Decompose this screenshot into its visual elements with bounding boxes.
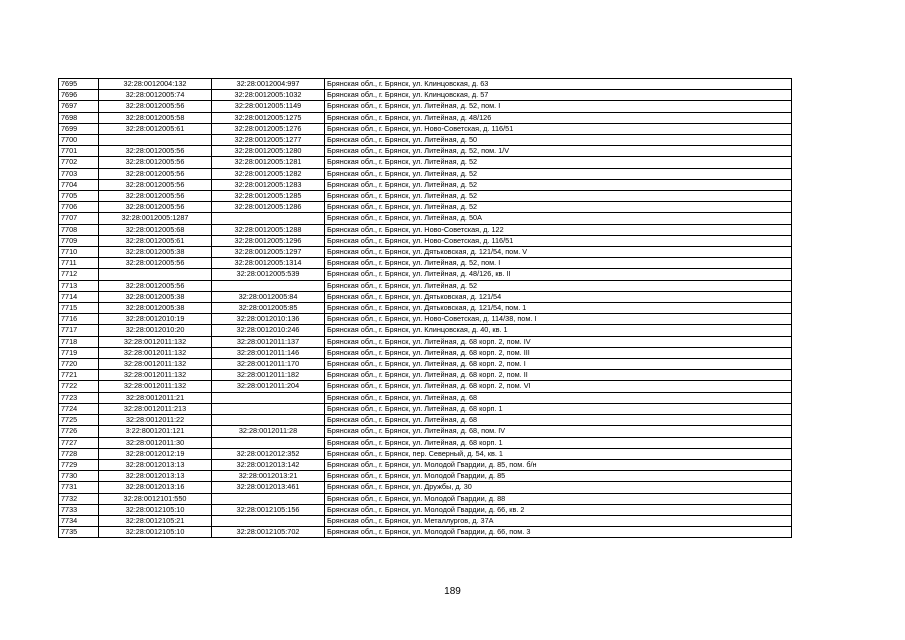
object-cadastral-number-cell: 32:28:0012011:204 <box>212 381 325 392</box>
land-cadastral-number-cell: 32:28:0012004:132 <box>99 79 212 90</box>
row-number-cell: 7705 <box>59 191 99 202</box>
table-row <box>59 157 792 168</box>
table-row <box>59 258 792 269</box>
land-cadastral-number-cell: 3:22:8001201:121 <box>99 426 212 437</box>
land-cadastral-number-cell: 32:28:0012011:132 <box>99 347 212 358</box>
address-cell: Брянская обл., г. Брянск, ул. Клинцовская, д. 40, кв. 1 <box>325 325 792 336</box>
row-number-cell: 7728 <box>59 448 99 459</box>
land-cadastral-number-cell: 32:28:0012005:38 <box>99 303 212 314</box>
table-row <box>59 79 792 90</box>
address-cell: Брянская обл., г. Брянск, ул. Дятьковская, д. 121/54, пом. 1 <box>325 303 792 314</box>
table-row <box>59 247 792 258</box>
address-cell: Брянская обл., г. Брянск, ул. Литейная, д. 68 корп. 2, пом. I <box>325 359 792 370</box>
land-cadastral-number-cell: 32:28:0012011:30 <box>99 437 212 448</box>
land-cadastral-number-cell: 32:28:0012005:56 <box>99 280 212 291</box>
row-number-cell: 7733 <box>59 504 99 515</box>
row-number-cell: 7717 <box>59 325 99 336</box>
address-cell: Брянская обл., г. Брянск, ул. Литейная, д. 50 <box>325 135 792 146</box>
table-row <box>59 403 792 414</box>
land-cadastral-number-cell: 32:28:0012005:56 <box>99 157 212 168</box>
row-number-cell: 7727 <box>59 437 99 448</box>
address-cell: Брянская обл., г. Брянск, ул. Ново-Советская, д. 122 <box>325 224 792 235</box>
row-number-cell: 7708 <box>59 224 99 235</box>
row-number-cell: 7698 <box>59 112 99 123</box>
object-cadastral-number-cell <box>212 280 325 291</box>
table-row <box>59 101 792 112</box>
address-cell: Брянская обл., г. Брянск, ул. Литейная, д. 48/126, кв. II <box>325 269 792 280</box>
object-cadastral-number-cell <box>212 392 325 403</box>
table-body <box>59 79 792 538</box>
row-number-cell: 7701 <box>59 146 99 157</box>
address-cell: Брянская обл., г. Брянск, ул. Литейная, д. 50А <box>325 213 792 224</box>
object-cadastral-number-cell: 32:28:0012005:1032 <box>212 90 325 101</box>
object-cadastral-number-cell: 32:28:0012105:156 <box>212 504 325 515</box>
address-cell: Брянская обл., г. Брянск, ул. Литейная, д. 52 <box>325 280 792 291</box>
row-number-cell: 7713 <box>59 280 99 291</box>
table-row <box>59 471 792 482</box>
table-row <box>59 135 792 146</box>
row-number-cell: 7732 <box>59 493 99 504</box>
address-cell: Брянская обл., г. Брянск, ул. Ново-Советская, д. 116/51 <box>325 235 792 246</box>
address-cell: Брянская обл., г. Брянск, ул. Литейная, д. 68 корп. 1 <box>325 403 792 414</box>
land-cadastral-number-cell: 32:28:0012101:550 <box>99 493 212 504</box>
row-number-cell: 7702 <box>59 157 99 168</box>
table-row <box>59 146 792 157</box>
table-row <box>59 179 792 190</box>
table-row <box>59 426 792 437</box>
row-number-cell: 7730 <box>59 471 99 482</box>
row-number-cell: 7712 <box>59 269 99 280</box>
land-cadastral-number-cell: 32:28:0012013:13 <box>99 459 212 470</box>
object-cadastral-number-cell <box>212 403 325 414</box>
object-cadastral-number-cell: 32:28:0012005:1286 <box>212 202 325 213</box>
land-cadastral-number-cell: 32:28:0012013:16 <box>99 482 212 493</box>
land-cadastral-number-cell: 32:28:0012005:56 <box>99 191 212 202</box>
address-cell: Брянская обл., г. Брянск, ул. Клинцовская, д. 63 <box>325 79 792 90</box>
object-cadastral-number-cell: 32:28:0012005:1280 <box>212 146 325 157</box>
row-number-cell: 7718 <box>59 336 99 347</box>
object-cadastral-number-cell: 32:28:0012005:1282 <box>212 168 325 179</box>
object-cadastral-number-cell: 32:28:0012004:997 <box>212 79 325 90</box>
object-cadastral-number-cell <box>212 515 325 526</box>
address-cell: Брянская обл., г. Брянск, ул. Ново-Советская, д. 116/51 <box>325 123 792 134</box>
object-cadastral-number-cell: 32:28:0012005:1296 <box>212 235 325 246</box>
table-row <box>59 213 792 224</box>
land-cadastral-number-cell <box>99 269 212 280</box>
row-number-cell: 7734 <box>59 515 99 526</box>
address-cell: Брянская обл., г. Брянск, ул. Литейная, д. 68 <box>325 392 792 403</box>
land-cadastral-number-cell: 32:28:0012005:58 <box>99 112 212 123</box>
object-cadastral-number-cell: 32:28:0012005:1275 <box>212 112 325 123</box>
address-cell: Брянская обл., г. Брянск, ул. Литейная, д. 52 <box>325 191 792 202</box>
object-cadastral-number-cell: 32:28:0012013:21 <box>212 471 325 482</box>
object-cadastral-number-cell: 32:28:0012005:1288 <box>212 224 325 235</box>
address-cell: Брянская обл., г. Брянск, ул. Литейная, д. 68, пом. IV <box>325 426 792 437</box>
address-cell: Брянская обл., г. Брянск, ул. Литейная, д. 52, пом. 1/V <box>325 146 792 157</box>
land-cadastral-number-cell: 32:28:0012105:21 <box>99 515 212 526</box>
object-cadastral-number-cell: 32:28:0012005:1283 <box>212 179 325 190</box>
table-row <box>59 325 792 336</box>
address-cell: Брянская обл., г. Брянск, ул. Молодой Гвардии, д. 85 <box>325 471 792 482</box>
address-cell: Брянская обл., г. Брянск, ул. Литейная, д. 48/126 <box>325 112 792 123</box>
row-number-cell: 7703 <box>59 168 99 179</box>
object-cadastral-number-cell: 32:28:0012010:136 <box>212 314 325 325</box>
row-number-cell: 7729 <box>59 459 99 470</box>
object-cadastral-number-cell: 32:28:0012013:461 <box>212 482 325 493</box>
row-number-cell: 7695 <box>59 79 99 90</box>
object-cadastral-number-cell: 32:28:0012011:28 <box>212 426 325 437</box>
land-cadastral-number-cell: 32:28:0012013:13 <box>99 471 212 482</box>
row-number-cell: 7726 <box>59 426 99 437</box>
table-row <box>59 202 792 213</box>
address-cell: Брянская обл., г. Брянск, ул. Литейная, д. 68 корп. 2, пом. IV <box>325 336 792 347</box>
object-cadastral-number-cell: 32:28:0012011:137 <box>212 336 325 347</box>
row-number-cell: 7721 <box>59 370 99 381</box>
row-number-cell: 7723 <box>59 392 99 403</box>
row-number-cell: 7700 <box>59 135 99 146</box>
table-row <box>59 437 792 448</box>
address-cell: Брянская обл., г. Брянск, ул. Ново-Советская, д. 114/38, пом. I <box>325 314 792 325</box>
address-cell: Брянская обл., г. Брянск, ул. Литейная, д. 52, пом. I <box>325 101 792 112</box>
object-cadastral-number-cell: 32:28:0012105:702 <box>212 527 325 538</box>
row-number-cell: 7697 <box>59 101 99 112</box>
address-cell: Брянская обл., г. Брянск, ул. Дружбы, д. 30 <box>325 482 792 493</box>
object-cadastral-number-cell: 32:28:0012011:146 <box>212 347 325 358</box>
address-cell: Брянская обл., г. Брянск, ул. Литейная, д. 68 <box>325 415 792 426</box>
object-cadastral-number-cell: 32:28:0012011:182 <box>212 370 325 381</box>
row-number-cell: 7699 <box>59 123 99 134</box>
table-row <box>59 381 792 392</box>
row-number-cell: 7715 <box>59 303 99 314</box>
object-cadastral-number-cell: 32:28:0012005:1297 <box>212 247 325 258</box>
table-row <box>59 303 792 314</box>
land-cadastral-number-cell: 32:28:0012005:68 <box>99 224 212 235</box>
table-row <box>59 515 792 526</box>
address-cell: Брянская обл., г. Брянск, ул. Литейная, д. 52, пом. I <box>325 258 792 269</box>
land-cadastral-number-cell: 32:28:0012005:1287 <box>99 213 212 224</box>
land-cadastral-number-cell: 32:28:0012011:132 <box>99 336 212 347</box>
address-cell: Брянская обл., г. Брянск, ул. Литейная, д. 52 <box>325 157 792 168</box>
object-cadastral-number-cell <box>212 415 325 426</box>
land-cadastral-number-cell: 32:28:0012005:56 <box>99 101 212 112</box>
land-cadastral-number-cell: 32:28:0012011:22 <box>99 415 212 426</box>
object-cadastral-number-cell: 32:28:0012005:1314 <box>212 258 325 269</box>
table-row <box>59 336 792 347</box>
object-cadastral-number-cell <box>212 437 325 448</box>
property-registry-table <box>58 78 792 538</box>
row-number-cell: 7710 <box>59 247 99 258</box>
row-number-cell: 7722 <box>59 381 99 392</box>
object-cadastral-number-cell: 32:28:0012005:85 <box>212 303 325 314</box>
object-cadastral-number-cell: 32:28:0012005:1276 <box>212 123 325 134</box>
address-cell: Брянская обл., г. Брянск, ул. Дятьковская, д. 121/54, пом. V <box>325 247 792 258</box>
table-row <box>59 392 792 403</box>
row-number-cell: 7714 <box>59 291 99 302</box>
table-row <box>59 314 792 325</box>
land-cadastral-number-cell: 32:28:0012011:132 <box>99 381 212 392</box>
row-number-cell: 7731 <box>59 482 99 493</box>
page-number: 189 <box>444 586 461 597</box>
address-cell: Брянская обл., г. Брянск, ул. Клинцовская, д. 57 <box>325 90 792 101</box>
table-row <box>59 235 792 246</box>
address-cell: Брянская обл., г. Брянск, пер. Северный, д. 54, кв. 1 <box>325 448 792 459</box>
table-row <box>59 269 792 280</box>
object-cadastral-number-cell: 32:28:0012011:170 <box>212 359 325 370</box>
object-cadastral-number-cell: 32:28:0012005:1285 <box>212 191 325 202</box>
table-row <box>59 482 792 493</box>
land-cadastral-number-cell: 32:28:0012005:56 <box>99 146 212 157</box>
table-row <box>59 224 792 235</box>
table-row <box>59 280 792 291</box>
address-cell: Брянская обл., г. Брянск, ул. Молодой Гвардии, д. 66, кв. 2 <box>325 504 792 515</box>
table-row <box>59 527 792 538</box>
address-cell: Брянская обл., г. Брянск, ул. Литейная, д. 68 корп. 1 <box>325 437 792 448</box>
row-number-cell: 7711 <box>59 258 99 269</box>
table-row <box>59 168 792 179</box>
address-cell: Брянская обл., г. Брянск, ул. Дятьковская, д. 121/54 <box>325 291 792 302</box>
object-cadastral-number-cell: 32:28:0012010:246 <box>212 325 325 336</box>
table-row <box>59 493 792 504</box>
object-cadastral-number-cell <box>212 493 325 504</box>
table-row <box>59 191 792 202</box>
land-cadastral-number-cell: 32:28:0012005:56 <box>99 258 212 269</box>
land-cadastral-number-cell: 32:28:0012011:213 <box>99 403 212 414</box>
land-cadastral-number-cell: 32:28:0012005:74 <box>99 90 212 101</box>
land-cadastral-number-cell: 32:28:0012005:38 <box>99 291 212 302</box>
table-row <box>59 90 792 101</box>
land-cadastral-number-cell: 32:28:0012010:20 <box>99 325 212 336</box>
table-row <box>59 448 792 459</box>
row-number-cell: 7704 <box>59 179 99 190</box>
land-cadastral-number-cell: 32:28:0012005:61 <box>99 123 212 134</box>
address-cell: Брянская обл., г. Брянск, ул. Молодой Гвардии, д. 88 <box>325 493 792 504</box>
address-cell: Брянская обл., г. Брянск, ул. Литейная, д. 68 корп. 2, пом. II <box>325 370 792 381</box>
address-cell: Брянская обл., г. Брянск, ул. Металлургов, д. 37А <box>325 515 792 526</box>
address-cell: Брянская обл., г. Брянск, ул. Литейная, д. 68 корп. 2, пом. VI <box>325 381 792 392</box>
land-cadastral-number-cell: 32:28:0012012:19 <box>99 448 212 459</box>
table-row <box>59 347 792 358</box>
table-row <box>59 123 792 134</box>
table-row <box>59 370 792 381</box>
address-cell: Брянская обл., г. Брянск, ул. Литейная, д. 52 <box>325 202 792 213</box>
row-number-cell: 7707 <box>59 213 99 224</box>
object-cadastral-number-cell: 32:28:0012013:142 <box>212 459 325 470</box>
land-cadastral-number-cell: 32:28:0012005:38 <box>99 247 212 258</box>
address-cell: Брянская обл., г. Брянск, ул. Литейная, д. 52 <box>325 168 792 179</box>
land-cadastral-number-cell: 32:28:0012105:10 <box>99 504 212 515</box>
row-number-cell: 7706 <box>59 202 99 213</box>
row-number-cell: 7709 <box>59 235 99 246</box>
land-cadastral-number-cell: 32:28:0012005:56 <box>99 202 212 213</box>
land-cadastral-number-cell: 32:28:0012105:10 <box>99 527 212 538</box>
land-cadastral-number-cell: 32:28:0012005:61 <box>99 235 212 246</box>
land-cadastral-number-cell: 32:28:0012005:56 <box>99 168 212 179</box>
address-cell: Брянская обл., г. Брянск, ул. Молодой Гвардии, д. 85, пом. б/н <box>325 459 792 470</box>
table-row <box>59 504 792 515</box>
row-number-cell: 7716 <box>59 314 99 325</box>
table-row <box>59 112 792 123</box>
table-row <box>59 459 792 470</box>
address-cell: Брянская обл., г. Брянск, ул. Молодой Гвардии, д. 66, пом. 3 <box>325 527 792 538</box>
row-number-cell: 7719 <box>59 347 99 358</box>
land-cadastral-number-cell: 32:28:0012011:21 <box>99 392 212 403</box>
table-row <box>59 359 792 370</box>
table-row <box>59 415 792 426</box>
object-cadastral-number-cell: 32:28:0012012:352 <box>212 448 325 459</box>
object-cadastral-number-cell <box>212 213 325 224</box>
object-cadastral-number-cell: 32:28:0012005:1277 <box>212 135 325 146</box>
object-cadastral-number-cell: 32:28:0012005:1281 <box>212 157 325 168</box>
object-cadastral-number-cell: 32:28:0012005:84 <box>212 291 325 302</box>
row-number-cell: 7724 <box>59 403 99 414</box>
row-number-cell: 7725 <box>59 415 99 426</box>
object-cadastral-number-cell: 32:28:0012005:1149 <box>212 101 325 112</box>
land-cadastral-number-cell: 32:28:0012011:132 <box>99 359 212 370</box>
row-number-cell: 7735 <box>59 527 99 538</box>
address-cell: Брянская обл., г. Брянск, ул. Литейная, д. 52 <box>325 179 792 190</box>
object-cadastral-number-cell: 32:28:0012005:539 <box>212 269 325 280</box>
land-cadastral-number-cell: 32:28:0012011:132 <box>99 370 212 381</box>
table-row <box>59 291 792 302</box>
address-cell: Брянская обл., г. Брянск, ул. Литейная, д. 68 корп. 2, пом. III <box>325 347 792 358</box>
land-cadastral-number-cell: 32:28:0012005:56 <box>99 179 212 190</box>
land-cadastral-number-cell <box>99 135 212 146</box>
land-cadastral-number-cell: 32:28:0012010:19 <box>99 314 212 325</box>
row-number-cell: 7696 <box>59 90 99 101</box>
row-number-cell: 7720 <box>59 359 99 370</box>
